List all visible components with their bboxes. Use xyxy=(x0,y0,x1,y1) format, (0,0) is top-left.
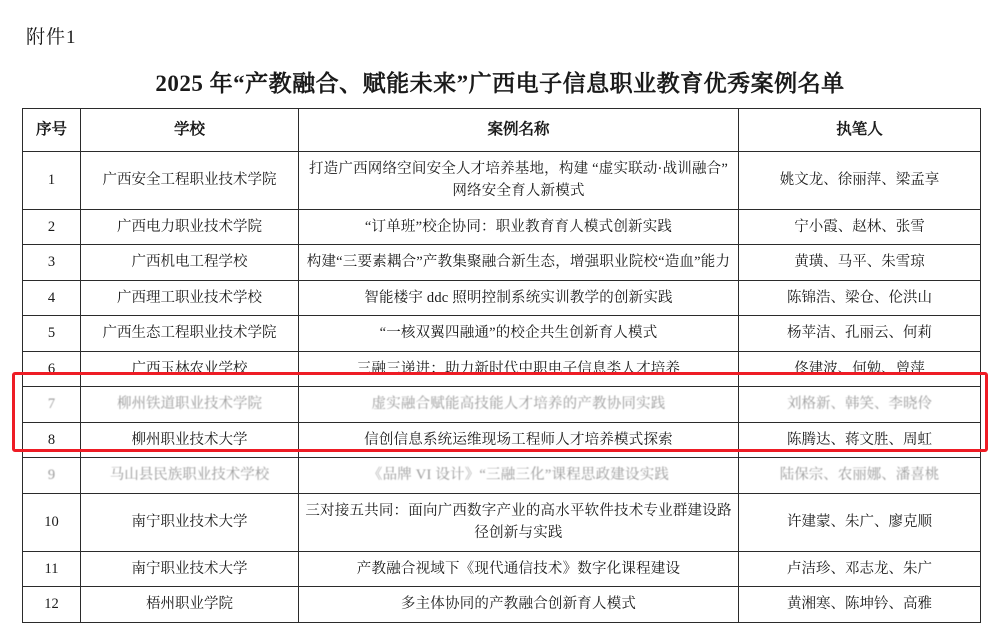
column-header-case: 案例名称 xyxy=(299,109,739,152)
cell-case: 构建“三要素耦合”产教集聚融合新生态，增强职业院校“造血”能力 xyxy=(299,245,739,280)
cell-case: 智能楼宇 ddc 照明控制系统实训教学的创新实践 xyxy=(299,280,739,315)
cell-school: 南宁职业技术大学 xyxy=(81,551,299,586)
table-row xyxy=(23,351,981,386)
cell-author: 陈锦浩、梁仓、伦洪山 xyxy=(739,280,981,315)
cell-no: 12 xyxy=(23,587,81,622)
cell-no: 7 xyxy=(23,387,81,422)
cell-no: 6 xyxy=(23,351,81,386)
cell-case: 虚实融合赋能高技能人才培养的产教协同实践 xyxy=(299,387,739,422)
table-header-row xyxy=(23,109,981,152)
cell-no: 9 xyxy=(23,458,81,493)
table-row-highlighted xyxy=(23,422,981,457)
table-row xyxy=(23,245,981,280)
table-row xyxy=(23,458,981,493)
cell-case: “订单班”校企协同：职业教育育人模式创新实践 xyxy=(299,209,739,244)
cell-no: 11 xyxy=(23,551,81,586)
cell-case: 产教融合视域下《现代通信技术》数字化课程建设 xyxy=(299,551,739,586)
cell-no: 5 xyxy=(23,316,81,351)
cell-school: 柳州职业技术大学 xyxy=(81,422,299,457)
cell-author: 杨苹洁、孔丽云、何莉 xyxy=(739,316,981,351)
cell-author: 黄湘寒、陈坤钤、高雅 xyxy=(739,587,981,622)
cell-case: 多主体协同的产教融合创新育人模式 xyxy=(299,587,739,622)
cell-no: 10 xyxy=(23,493,81,551)
cell-school: 广西玉林农业学校 xyxy=(81,351,299,386)
cell-case: 《品牌 VI 设计》“三融三化”课程思政建设实践 xyxy=(299,458,739,493)
cell-case: “一核双翼四融通”的校企共生创新育人模式 xyxy=(299,316,739,351)
table-row xyxy=(23,316,981,351)
cell-author: 刘格新、韩笑、李晓伶 xyxy=(739,387,981,422)
cell-school: 广西电力职业技术学院 xyxy=(81,209,299,244)
column-header-author: 执笔人 xyxy=(739,109,981,152)
cell-school: 广西机电工程学校 xyxy=(81,245,299,280)
cell-school: 广西理工职业技术学校 xyxy=(81,280,299,315)
cell-author: 姚文龙、徐丽萍、梁孟享 xyxy=(739,152,981,210)
column-header-school: 学校 xyxy=(81,109,299,152)
cell-school: 广西生态工程职业技术学院 xyxy=(81,316,299,351)
cell-no: 1 xyxy=(23,152,81,210)
cell-author: 卢洁珍、邓志龙、朱广 xyxy=(739,551,981,586)
cell-no: 2 xyxy=(23,209,81,244)
cell-no: 8 xyxy=(23,422,81,457)
page-title: 2025 年“产教融合、赋能未来”广西电子信息职业教育优秀案例名单 xyxy=(155,71,845,96)
cell-author: 佟建波、何勉、曾萍 xyxy=(739,351,981,386)
cell-author: 陆保宗、农丽娜、潘喜桃 xyxy=(739,458,981,493)
cell-school: 马山县民族职业技术学校 xyxy=(81,458,299,493)
table-row xyxy=(23,209,981,244)
cell-school: 柳州铁道职业技术学院 xyxy=(81,387,299,422)
cell-school: 南宁职业技术大学 xyxy=(81,493,299,551)
case-list-table xyxy=(22,108,981,623)
cell-case: 三融三递进：助力新时代中职电子信息类人才培养 xyxy=(299,351,739,386)
table-row xyxy=(23,280,981,315)
cell-case: 打造广西网络空间安全人才培养基地，构建 “虚实联动·战训融合” 网络安全育人新模式 xyxy=(299,152,739,210)
cell-no: 4 xyxy=(23,280,81,315)
table-row xyxy=(23,493,981,551)
cell-author: 黄璜、马平、朱雪琼 xyxy=(739,245,981,280)
cell-author: 宁小霞、赵林、张雪 xyxy=(739,209,981,244)
cell-school: 梧州职业学院 xyxy=(81,587,299,622)
table-row xyxy=(23,587,981,622)
attachment-label: 附件1 xyxy=(26,27,77,48)
cell-author: 许建蒙、朱广、廖克顺 xyxy=(739,493,981,551)
column-header-no: 序号 xyxy=(23,109,81,152)
table-row xyxy=(23,152,981,210)
cell-case: 信创信息系统运维现场工程师人才培养模式探索 xyxy=(299,422,739,457)
table-row xyxy=(23,551,981,586)
cell-author: 陈腾达、蒋文胜、周虹 xyxy=(739,422,981,457)
table-row xyxy=(23,387,981,422)
cell-case: 三对接五共同：面向广西数字产业的高水平软件技术专业群建设路径创新与实践 xyxy=(299,493,739,551)
cell-no: 3 xyxy=(23,245,81,280)
cell-school: 广西安全工程职业技术学院 xyxy=(81,152,299,210)
